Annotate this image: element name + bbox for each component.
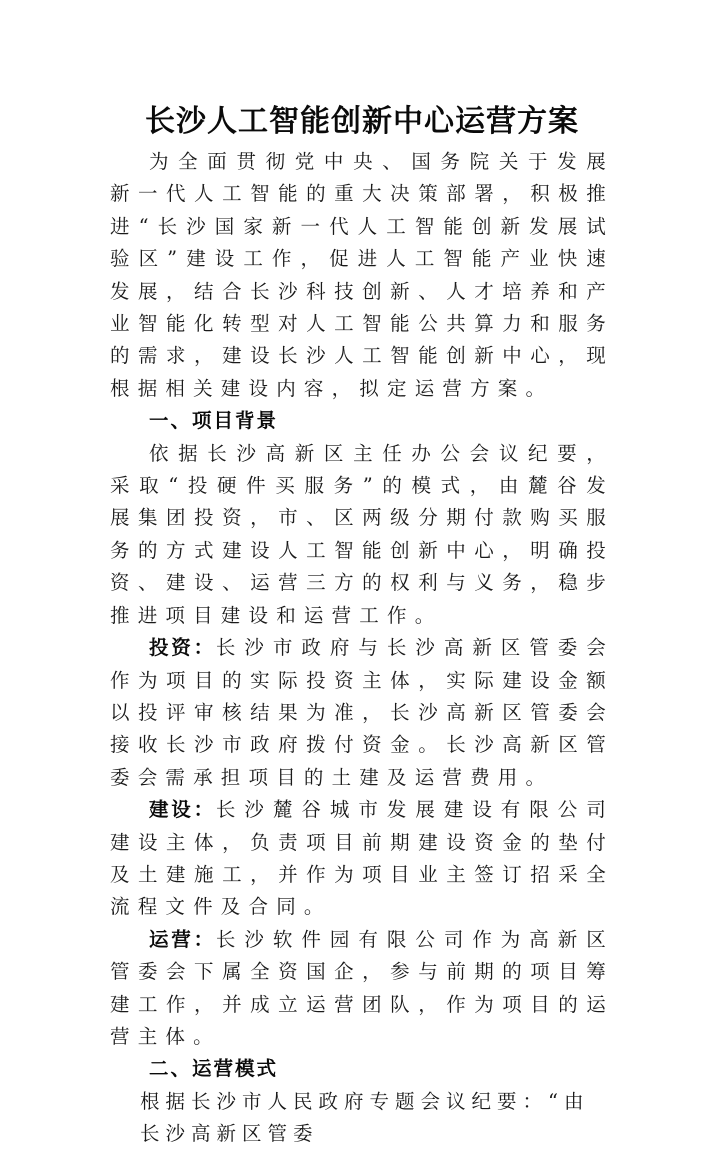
construction-label: 建设：	[149, 798, 216, 822]
investment-paragraph	[110, 632, 614, 794]
operation-text: 长沙软件园有限公司作为高新区管委会下属全资国企，参与前期的项目筹建工作，并成立运营团队，作为项目的运营主体。	[110, 927, 614, 1048]
construction-text: 长沙麓谷城市发展建设有限公司建设主体，负责项目前期建设资金的垫付及土建施工，并作为项目业主签订招采全流程文件及合同。	[110, 798, 614, 919]
operation-mode-paragraph: 根据长沙市人民政府专题会议纪要：“由长沙高新区管委	[140, 1089, 590, 1146]
section-heading-background: 一、项目背景	[149, 409, 279, 433]
investment-label: 投资：	[149, 636, 216, 660]
section-heading-operation-mode: 二、运营模式	[149, 1057, 279, 1081]
investment-text: 长沙市政府与长沙高新区管委会作为项目的实际投资主体，实际建设金额以投评审核结果为准，长沙高新区管委会接收长沙市政府拨付资金。长沙高新区管委会需承担项目的土建及运营费用。	[110, 636, 614, 789]
background-paragraph	[110, 438, 614, 632]
document-title: 长沙人工智能创新中心运营方案	[145, 104, 579, 139]
operation-paragraph	[110, 924, 614, 1054]
construction-paragraph	[110, 794, 614, 924]
intro-paragraph: 为全面贯彻党中央、国务院关于发展新一代人工智能的重大决策部署，积极推进“长沙国家新一代人工智能创新发展试验区”建设工作，促进人工智能产业快速发展，结合长沙科技创新、人才培养和产业智能化转型对人工智能公共算力和服务的需求，建设长沙人工智能创新中心，现根据相关建设内容，拟定运营方案。	[110, 150, 614, 400]
paragraph-text: 依据长沙高新区主任办公会议纪要，采取“投硬件买服务”的模式，由麓谷发展集团投资，市、区两级分期付款购买服务的方式建设人工智能创新中心，明确投资、建设、运营三方的权利与义务，稳步推进项目建设和运营工作。	[110, 441, 614, 627]
operation-label: 运营：	[149, 927, 216, 951]
document-body	[110, 146, 614, 1151]
